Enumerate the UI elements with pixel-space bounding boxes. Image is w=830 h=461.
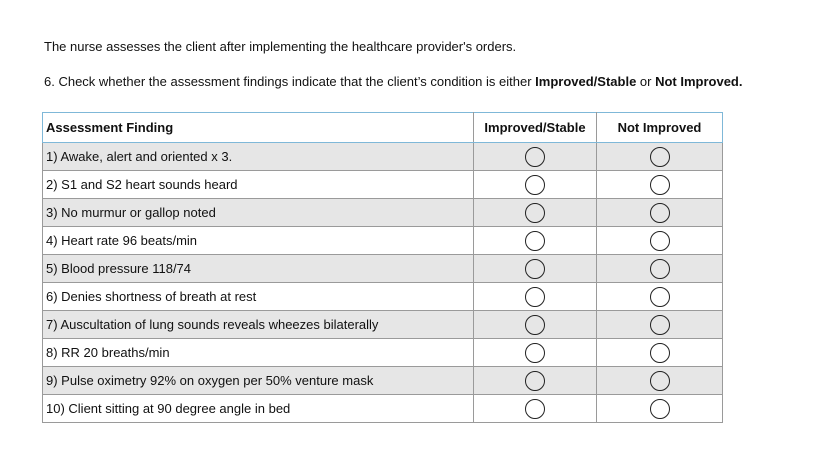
question-text — [44, 73, 764, 90]
table-row — [43, 255, 723, 283]
improved-cell — [474, 339, 597, 367]
not-improved-radio[interactable] — [650, 231, 670, 251]
not-improved-radio[interactable] — [650, 175, 670, 195]
improved-radio[interactable] — [525, 175, 545, 195]
table-header-row — [43, 113, 723, 143]
finding-text: 10) Client sitting at 90 degree angle in bed — [43, 395, 474, 423]
table-row — [43, 143, 723, 171]
improved-radio[interactable] — [525, 399, 545, 419]
not-improved-radio[interactable] — [650, 315, 670, 335]
not-improved-cell — [597, 227, 723, 255]
table-row — [43, 199, 723, 227]
improved-radio[interactable] — [525, 147, 545, 167]
not-improved-radio[interactable] — [650, 287, 670, 307]
not-improved-cell — [597, 255, 723, 283]
finding-text: 9) Pulse oximetry 92% on oxygen per 50% venture mask — [43, 367, 474, 395]
question-connector: or — [636, 74, 656, 89]
table-row — [43, 395, 723, 423]
header-assessment-finding: Assessment Finding — [43, 113, 474, 143]
finding-text: 6) Denies shortness of breath at rest — [43, 283, 474, 311]
not-improved-cell — [597, 367, 723, 395]
not-improved-radio[interactable] — [650, 147, 670, 167]
improved-radio[interactable] — [525, 343, 545, 363]
option-improved-label: Improved/Stable — [535, 74, 637, 89]
assessment-table — [42, 112, 723, 423]
not-improved-cell — [597, 339, 723, 367]
not-improved-cell — [597, 143, 723, 171]
improved-cell — [474, 255, 597, 283]
improved-cell — [474, 199, 597, 227]
intro-text: The nurse assesses the client after implementing the healthcare provider's orders. — [44, 39, 517, 54]
question-suffix: . — [738, 74, 743, 89]
improved-cell — [474, 171, 597, 199]
not-improved-cell — [597, 395, 723, 423]
not-improved-radio[interactable] — [650, 371, 670, 391]
improved-radio[interactable] — [525, 315, 545, 335]
not-improved-cell — [597, 311, 723, 339]
not-improved-radio[interactable] — [650, 259, 670, 279]
table-row — [43, 367, 723, 395]
not-improved-radio[interactable] — [650, 399, 670, 419]
table-row — [43, 339, 723, 367]
improved-radio[interactable] — [525, 259, 545, 279]
improved-cell — [474, 227, 597, 255]
finding-text: 3) No murmur or gallop noted — [43, 199, 474, 227]
header-improved-stable: Improved/Stable — [474, 113, 597, 143]
not-improved-cell — [597, 199, 723, 227]
finding-text: 1) Awake, alert and oriented x 3. — [43, 143, 474, 171]
header-not-improved: Not Improved — [597, 113, 723, 143]
improved-cell — [474, 283, 597, 311]
not-improved-cell — [597, 283, 723, 311]
table-row — [43, 171, 723, 199]
question-prefix: 6. Check whether the assessment findings indicate that the client’s condition is either — [44, 74, 536, 89]
improved-cell — [474, 143, 597, 171]
improved-radio[interactable] — [525, 371, 545, 391]
option-not-improved-label: Not Improved — [655, 74, 739, 89]
finding-text: 4) Heart rate 96 beats/min — [43, 227, 474, 255]
table-row — [43, 227, 723, 255]
finding-text: 5) Blood pressure 118/74 — [43, 255, 474, 283]
improved-radio[interactable] — [525, 203, 545, 223]
not-improved-radio[interactable] — [650, 343, 670, 363]
not-improved-cell — [597, 171, 723, 199]
table-row — [43, 283, 723, 311]
finding-text: 2) S1 and S2 heart sounds heard — [43, 171, 474, 199]
improved-cell — [474, 395, 597, 423]
not-improved-radio[interactable] — [650, 203, 670, 223]
improved-radio[interactable] — [525, 231, 545, 251]
finding-text: 7) Auscultation of lung sounds reveals wheezes bilaterally — [43, 311, 474, 339]
improved-radio[interactable] — [525, 287, 545, 307]
table-row — [43, 311, 723, 339]
improved-cell — [474, 367, 597, 395]
finding-text: 8) RR 20 breaths/min — [43, 339, 474, 367]
improved-cell — [474, 311, 597, 339]
